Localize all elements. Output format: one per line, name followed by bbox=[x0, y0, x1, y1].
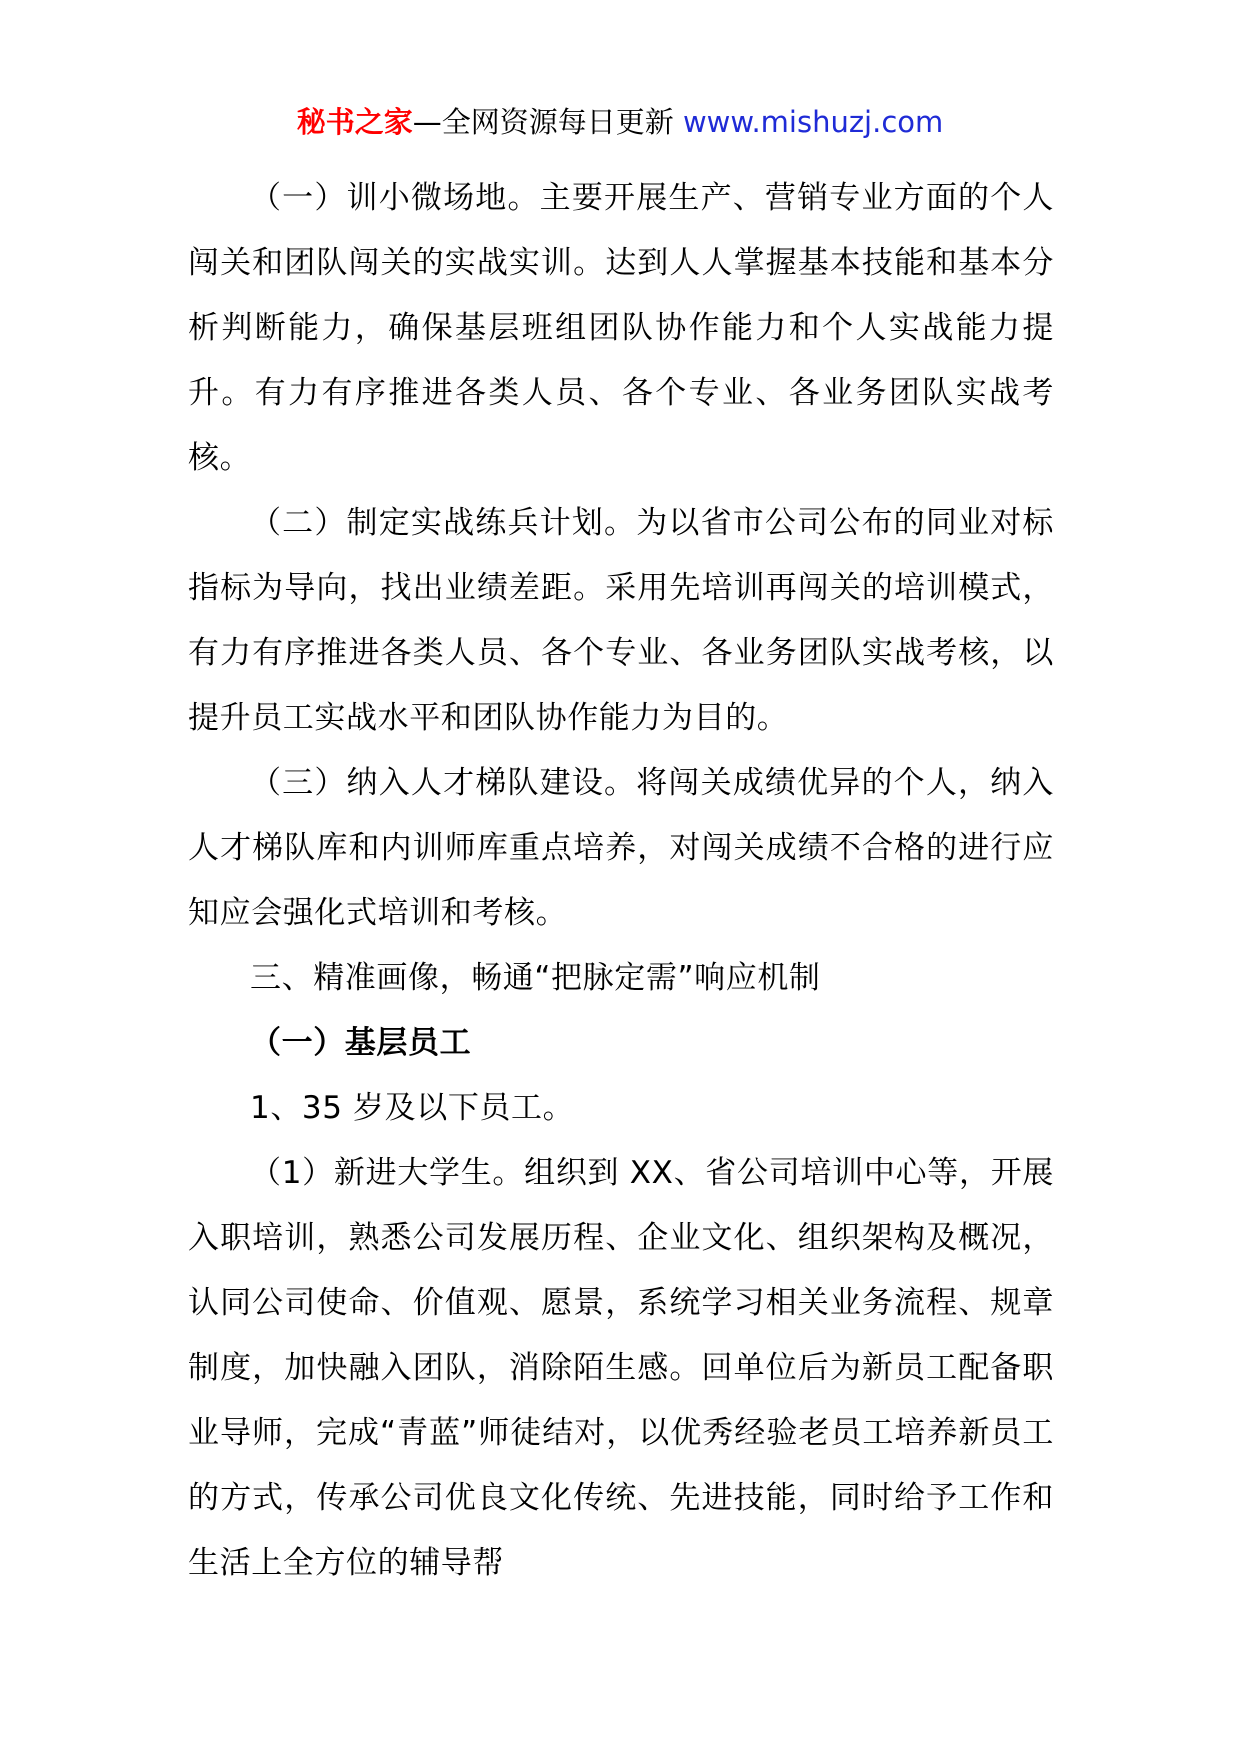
document-body bbox=[188, 166, 1054, 1596]
header-tagline: —全网资源每日更新 bbox=[412, 105, 674, 139]
section-heading-three: 三、精准画像，畅通“把脉定需”响应机制 bbox=[250, 960, 821, 996]
brand-name: 秘书之家 bbox=[296, 105, 413, 139]
paragraph-talent-pipeline: （三）纳入人才梯队建设。将闯关成绩优异的个人，纳入人才梯队库和内训师库重点培养，对闯关成绩不合格的进行应知应会强化式培训和考核。 bbox=[188, 765, 1054, 931]
paragraph-training-venue: （一）训小微场地。主要开展生产、营销专业方面的个人闯关和团队闯关的实战实训。达到人人掌握基本技能和基本分析判断能力，确保基层班组团队协作能力和个人实战能力提升。有力有序推进各类人员、各个专业、各业务团队实战考核。 bbox=[188, 180, 1054, 476]
page-header bbox=[0, 102, 1240, 142]
paragraph-practice-plan: （二）制定实战练兵计划。为以省市公司公布的同业对标指标为导向，找出业绩差距。采用先培训再闯关的培训模式，有力有序推进各类人员、各个专业、各业务团队实战考核，以提升员工实战水平和团队协作能力为目的。 bbox=[188, 505, 1054, 736]
paragraph-new-graduates: （1）新进大学生。组织到 XX、省公司培训中心等，开展入职培训，熟悉公司发展历程、企业文化、组织架构及概况，认同公司使命、价值观、愿景，系统学习相关业务流程、规章制度，加快融入团队，消除陌生感。回单位后为新员工配备职业导师，完成“青蓝”师徒结对，以优秀经验老员工培养新员工的方式，传承公司优良文化传统、先进技能，同时给予工作和生活上全方位的辅导帮 bbox=[188, 1155, 1054, 1581]
site-url[interactable]: www.mishuzj.com bbox=[682, 105, 944, 139]
subheading-grassroots-staff: （一）基层员工 bbox=[250, 1025, 472, 1061]
list-item-age-group: 1、35 岁及以下员工。 bbox=[250, 1090, 575, 1126]
